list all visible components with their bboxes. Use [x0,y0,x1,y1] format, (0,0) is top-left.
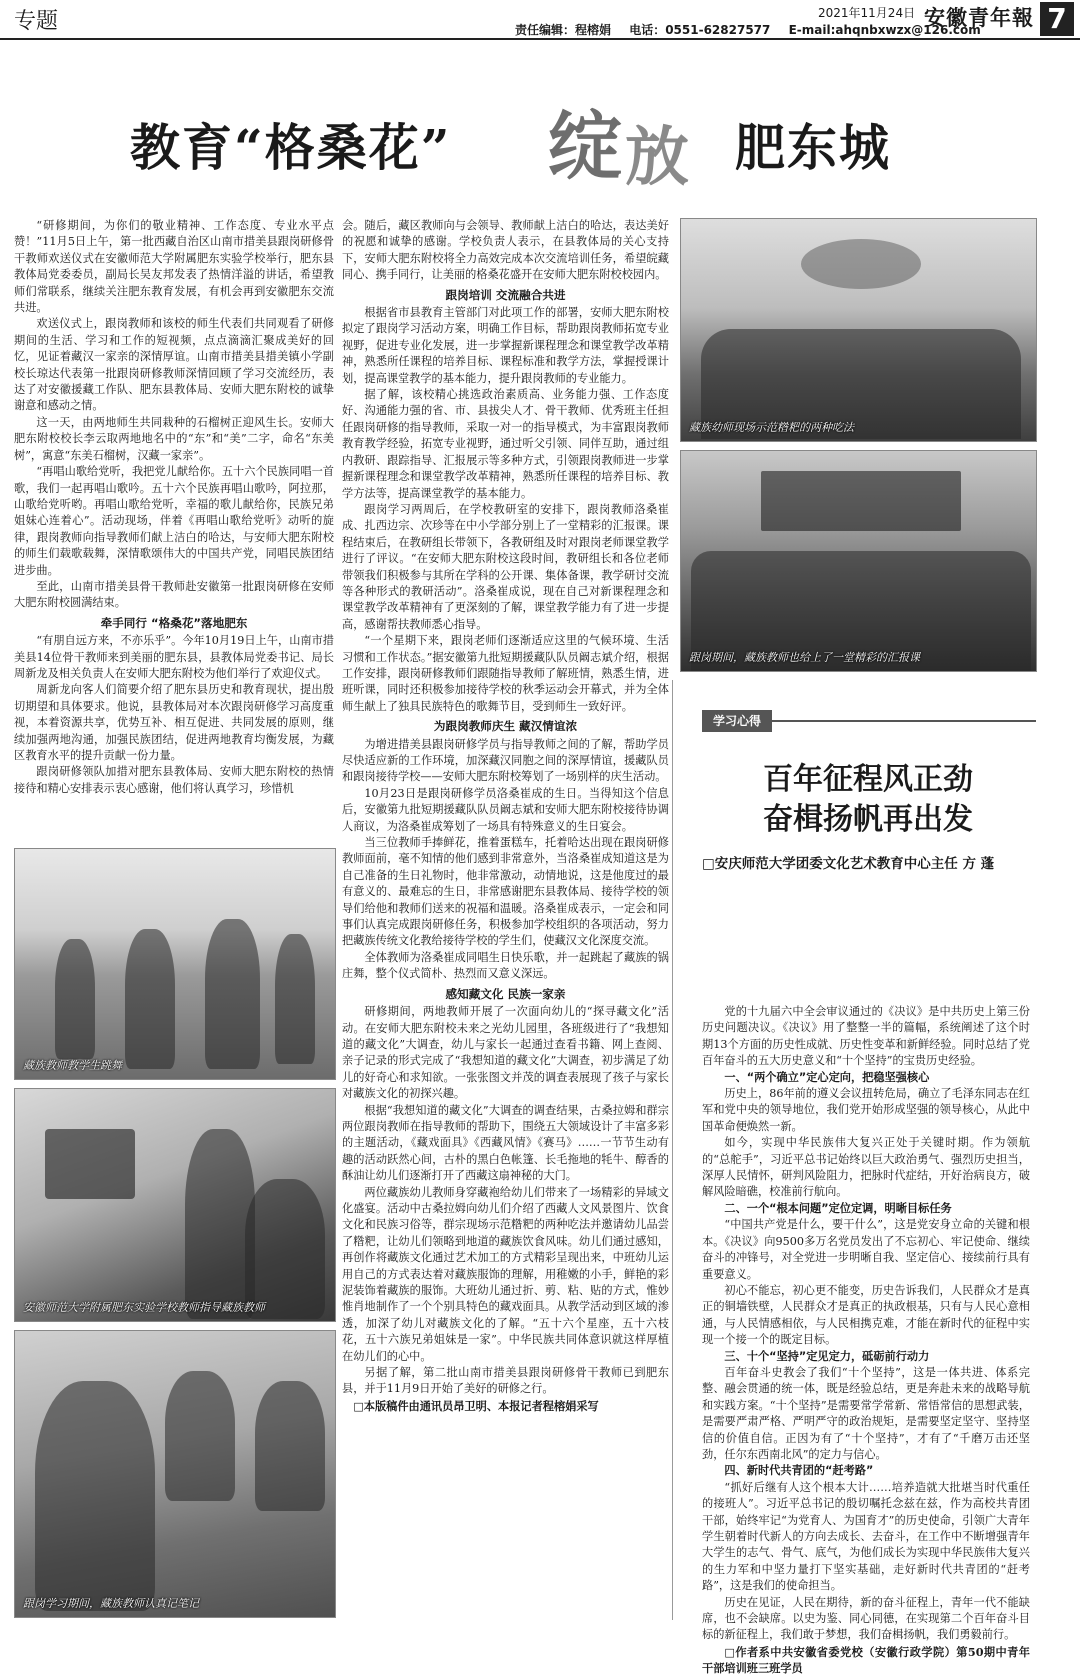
paragraph: 据了解，该校精心挑选政治素质高、业务能力强、工作态度好、沟通能力强的省、市、县拔尖人才、骨干教师、优秀班主任担任跟岗研修的指导教师，采取一对一的指导模式，为丰富跟岗教师教育教学经验，拓宽专业视野，通过听父引领、同伴互助，通过组内教研、跟踪指导、汇报展示等多种方式，引领跟岗教师进一步掌握新课程理念和课堂教学改革精神，熟悉所任课程的培养目标、教学方法等，提高课堂教学的基本能力。 [342,388,669,500]
paragraph: 初心不能忘，初心更不能变，历史告诉我们，人民群众才是真正的铜墙铁壁，人民群众才是真正的执政根基，只有与人民心意相通，与人民情感相依，与人民相携克难，才能在新时代的征程中实现一个接一个的既定目标。 [702,1283,1030,1347]
paragraph: 当三位教师手捧鲜花，推着蛋糕车，托着哈达出现在跟岗研修教师面前，毫不知情的他们感到非常意外，当洛桑崔成知道这是为自己准备的生日礼物时，他非常激动，动情地说，这是他度过的最有意义的、最难忘的生日，非常感谢肥东县教体局、接待学校的领导们给他和教师们送来的祝福和温暖。洛桑崔成表示，一定会和同事们认真完成跟岗研修任务，积极参加学校组织的各项活动，努力把藏族传统文化教给接待学校的学生们，使藏汉文化深度交流。 [342,836,669,948]
article-credit: □本版稿件由通讯员昂卫明、本报记者程榕娟采写 [353,1398,599,1413]
paragraph: 至此，山南市措美县骨干教师赴安徽第一批跟岗研修在安师大肥东附校圆满结束。 [14,579,334,610]
sidebar-headline [700,760,1036,840]
author-credit: □作者系中共安徽省委党校（安徽行政学院）第50期中青年干部培训班三班学员 [702,1644,1030,1676]
paragraph: 两位藏族幼儿教师身穿藏袍给幼儿们带来了一场精彩的异域文化盛宴。活动中古桑拉姆向幼儿们介绍了西藏人文风景图片、饮食文化和民族习俗等，群宗现场示范糌粑的两种吃法并邀请幼儿品尝了糌粑，让幼儿们领略到地道的藏族饮食风味。幼儿们通过感知，再创作将藏族文化通过艺术加工的方式精彩呈现出来，中班幼儿运用自己的方式表达着对藏族服饰的理解，用稚嫩的小手，鲜艳的彩泥装饰着藏族的服饰。大班幼儿通过折、剪、粘、贴的方式，惟妙惟肖地制作了一个个别具特色的藏戏面具。从教学活动到区域的渗透，加深了幼儿对藏族文化的了解。“五十六个星座，五十六枝花，五十六族兄弟姐妹是一家”。中华民族共同体意识就这样厚植在幼儿们的心中。 [342,1185,669,1363]
subheading: 牵手同行 “格桑花”落地肥东 [100,615,248,630]
subheading: 三、十个“坚持”定见定力，砥砺前行动力 [724,1349,930,1363]
paragraph: 研修期间，两地教师开展了一次面向幼儿的“探寻藏文化”活动。在安师大肥东附校未来之光幼儿园里，各班级进行了“我想知道的藏文化”大调查，幼儿与家长一起通过查看书籍、网上查阅、亲子记录的形式完成了“我想知道的藏文化”大调查，初步满足了幼儿的好奇心和求知欲。一张张图文并茂的调查表展现了孩子与家长对藏族文化的初探兴趣。 [342,1005,669,1101]
paragraph: “研修期间，为你们的敬业精神、工作态度、专业水平点赞！”11月5日上午，第一批西藏自治区山南市措美县跟岗研修骨干教师欢送仪式在安徽师范大学附属肥东实验学校举行，肥东县教体局党委委员，副局长吴友邦发表了热情洋溢的讲话，希望教师们常联系，继续关注肥东教育发展，有机会再到安徽肥东交流共进。 [14,219,334,315]
editor-phone: 电话：0551-62827577 [629,23,771,37]
editor-info [515,21,995,38]
photo-caption: 跟岗期间，藏族教师也给上了一堂精彩的汇报课 [689,651,920,664]
sidebar-headline-line1: 百年征程风正劲 [763,762,973,797]
paragraph: 跟岗学习两周后，在学校教研室的安排下，跟岗教师洛桑崔成、扎西边宗、次珍等在中小学部分别上了一堂精彩的汇报课。课程结束后，在教研组长带领下，各教研组及时对跟岗老师课堂教学进行了评议。“在安师大肥东附校这段时间，教研组长和各位老师带领我们积极参与其所在学科的公开课、集体备课，教学研讨交流等各种形式的教研活动”。洛桑崔成说，现在自己对新课程理念和课堂教学改革精神有了更深刻的了解，课堂教学能力有了进一步提高，感谢帮扶教师悉心指导。 [342,502,669,631]
article-column-2 [342,218,669,1616]
paragraph: 这一天，由两地师生共同栽种的石榴树正迎风生长。安师大肥东附校校长李云取两地地名中的“东”和“美”二字，命名“东美树”，寓意“东美石榴树，汉藏一家亲”。 [14,415,334,462]
page-number: 7 [1040,2,1074,36]
subheading: 一、“两个确立”定心定向，把稳坚强核心 [724,1070,930,1084]
page-header [0,0,1080,40]
paragraph: 根据省市县教育主管部门对此项工作的部署，安师大肥东附校拟定了跟岗学习活动方案，明确工作目标，帮助跟岗教师拓宽专业视野，促进专业化发展，进一步掌握新课程理念和课堂教学改革精神，熟悉所任课程的培养目标、课程标准和教学方法，掌握授课计划，提高课堂教学的基本能力，提升跟岗教师的专业能力。 [342,306,669,385]
paragraph: “再唱山歌给党听，我把党儿献给你。五十六个民族同唱一首歌，我们一起再唱山歌吟。五十六个民族再唱山歌吟，阿拉那，山歌给党听哟。再唱山歌给党听，幸福的歌儿献给你，民族兄弟姐妹心连着心”。活动现场，伴着《再唱山歌给党听》动听的旋律，跟岗教师向指导教师们献上洁白的哈达，与安师大肥东附校的师生们载歌载舞，深情歌颂伟大的中国共产党，同唱民族团结进步曲。 [14,465,334,577]
paragraph: 根据“我想知道的藏文化”大调查的调查结果，古桑拉姆和群宗两位跟岗教师在指导教师的帮助下，围绕五大领域设计了丰富多彩的主题活动，《藏戏面具》《西藏风情》《赛马》……一节节生动有趣的活动跃然心间，古朴的黑白色帐篷、长毛拖地的牦牛、醇香的酥油让幼儿们逐渐打开了西藏这扇神秘的大门。 [342,1103,669,1183]
photo-caption: 藏族教师教学生跳舞 [23,1059,122,1072]
photo-notes [14,1330,336,1618]
article-column-1 [14,218,334,846]
paragraph: “中国共产党是什么，要干什么”，这是党安身立命的关键和根本。《决议》向9500多万名党员发出了不忘初心、牢记使命、继续奋斗的冲锋号，对全党进一步明晰自我、坚定信心、接续前行具有重要意义。 [702,1218,1030,1281]
paragraph: 党的十九届六中全会审议通过的《决议》是中共历史上第三份历史问题决议。《决议》用了整整一半的篇幅，系统阐述了这个时期13个方面的历史性成就、历史性变革和新鲜经验。同时总结了党百年奋斗的五大历史意义和“十个坚持”的宝贵历史经验。 [702,1005,1030,1068]
paragraph: 10月23日是跟岗研修学员洛桑崔成的生日。当得知这个信息后，安徽第九批短期援藏队队员阚志斌和安师大肥东附校接待协调人商议，为洛桑崔成筹划了一场具有特殊意义的生日宴会。 [342,786,669,833]
tag-rule [772,720,1036,722]
editor-email: E-mail:ahqnbxwzx@126.com [788,23,981,37]
photo-caption: 藏族幼师现场示范糌粑的两种吃法 [689,421,854,434]
section-tag: 学习心得 [702,710,772,732]
paragraph: 欢送仪式上，跟岗教师和该校的师生代表们共同观看了研修期间的生活、学习和工作的短视频，点点滴滴汇聚成美好的回忆，见证着藏汉一家亲的深情厚谊。山南市措美县措美镇小学副校长琼达代表第一批跟岗研修教师深情回顾了学习交流经历，表达了对安徽援藏工作队、肥东县教体局、安师大肥东附校的诚挚谢意和感动之情。 [14,317,334,413]
paragraph: 历史上，86年前的遵义会议扭转危局，确立了毛泽东同志在红军和党中央的领导地位，我们党开始形成坚强的领导核心，从此中国革命便焕然一新。 [702,1087,1030,1133]
main-headline [0,88,1080,198]
issue-date: 2021年11月24日 [818,6,916,20]
subheading: 四、新时代共青团的“赶考路” [724,1464,874,1478]
photo-classroom [680,450,1037,672]
paragraph: 历史在见证，人民在期待，新的奋斗征程上，青年一代不能缺席，也不会缺席。以史为鉴、同心同德，在实现第二个百年奋斗目标的新征程上，我们敢于梦想，我们奋楫扬帆，我们勇毅前行。 [702,1595,1030,1642]
photo-caption: 跟岗学习期间，藏族教师认真记笔记 [23,1597,199,1610]
column-divider [672,680,673,1620]
subheading: 为跟岗教师庆生 藏汉情谊浓 [433,719,578,734]
paragraph: 跟岗研修领队加措对肥东县教体局、安师大肥东附校的热情接待和精心安排表示衷心感谢，他们将认真学习，珍惜机 [14,765,334,795]
paragraph: “一个星期下来，跟岗老师们逐渐适应这里的气候环境、生活习惯和工作状态。”据安徽第九批短期援藏队队员阚志斌介绍，根据工作安排，跟岗研修教师们跟随指导教师了解班情，熟悉生情，进班听课，同时还积极参加接待学校的秋季运动会开幕式，并为全体师生献上了独具民族特色的歌舞节目，受到师生一致好评。 [342,634,669,713]
sidebar-headline-line2: 奋楫扬帆再出发 [763,802,973,837]
paragraph: 另据了解，第二批山南市措美县跟岗研修骨干教师已到肥东县，并于11月9日开始了美好的研修之行。 [342,1366,669,1396]
subheading: 二、一个“根本问题”定位定调，明晰目标任务 [724,1201,952,1215]
subheading: 跟岗培训 交流融合共进 [445,287,566,302]
sidebar-article [702,1004,1030,1676]
headline-calligraphy-2: 放 [625,120,689,195]
headline-part1: 教育“格桑花” [130,118,452,177]
masthead-logo: 安徽青年報 [924,5,1034,30]
photo-guidance [14,1088,336,1322]
paragraph: “有朋自远方来，不亦乐乎”。今年10月19日上午，山南市措美县14位骨干教师来到美丽的肥东县，县教体局党委书记、局长周新龙及相关负责人在安师大肥东附校为他们举行了欢迎仪式。 [14,634,334,680]
editor-name: 责任编辑：程榕娟 [515,23,612,37]
section-label: 专题 [14,9,59,34]
photo-tsampa-demo [680,218,1037,442]
sidebar-byline: □安庆师范大学团委文化艺术教育中心主任 方 蓬 [702,856,995,872]
paragraph: “抓好后继有人这个根本大计……培养造就大批堪当时代重任的接班人”。习近平总书记的殷切嘱托念兹在兹，作为高校共青团干部，始终牢记“为党育人、为国育才”的历史使命，引领广大青年学生朝着时代新人的方向去成长、去奋斗，在工作中不断增强青年大学生的志气、骨气、底气，为他们成长为实现中华民族伟大复兴的生力军和中坚力量打下坚实基础，走好新时代共青团的“赶考路”，这是我们的使命担当。 [702,1480,1030,1593]
paragraph: 会。随后，藏区教师向与会领导、教师献上洁白的哈达，表达美好的祝愿和诚挚的感谢。学校负责人表示，在县教体局的关心支持下，安师大肥东附校将全力高效完成本次交流培训任务，希望皖藏同心、携手同行，让美丽的格桑花盛开在安师大肥东附校校园内。 [342,219,669,282]
photo-caption: 安徽师范大学附属肥东实验学校教师指导藏族教师 [23,1301,265,1314]
headline-part4: 肥东城 [735,118,891,177]
photo-dance [14,848,336,1080]
subheading: 感知藏文化 民族一家亲 [445,986,566,1001]
paragraph: 全体教师为洛桑崔成同唱生日快乐歌，并一起跳起了藏族的锅庄舞，整个仪式简朴、热烈而又意义深远。 [342,950,669,981]
paragraph: 如今，实现中华民族伟大复兴正处于关键时期。作为领航的“总舵手”，习近平总书记始终以巨大政治勇气、强烈历史担当，深厚人民情怀，研判风险阻力，把脉时代症结，开好治病良方，破解风险暗礁，校准前行航向。 [702,1136,1030,1199]
paragraph: 百年奋斗史教会了我们“十个坚持”，这是一体共进、体系完整、融会贯通的统一体，既是经验总结，更是奔赴未来的战略导航和实践方案。“十个坚持”是需要常学常新、常悟常信的思想武装，是需要严肃严格、严明严守的政治规矩，是需要坚定坚守、坚持坚信的价值自信。正因为有了“十个坚持”，才有了“千磨万击还坚劲，任尔东西南北风”的定力与信心。 [702,1365,1030,1461]
headline-calligraphy-1: 绽 [548,104,622,190]
paragraph: 为增进措美县跟岗研修学员与指导教师之间的了解，帮助学员尽快适应新的工作环境，加深藏汉同胞之间的深厚情谊，援藏队员和跟岗接待学校——安师大肥东附校筹划了一场别样的庆生活动。 [342,737,669,784]
paragraph: 周新龙向客人们简要介绍了肥东县历史和教育现状，提出殷切期望和具体要求。他说，县教体局对本次跟岗研修学习高度重视，本着资源共享，优势互补、相互促进、共同发展的原则，继续加强两地沟通，加强民族团结，促进两地教育均衡发展，为藏区教育水平的提升贡献一份力量。 [14,683,334,762]
